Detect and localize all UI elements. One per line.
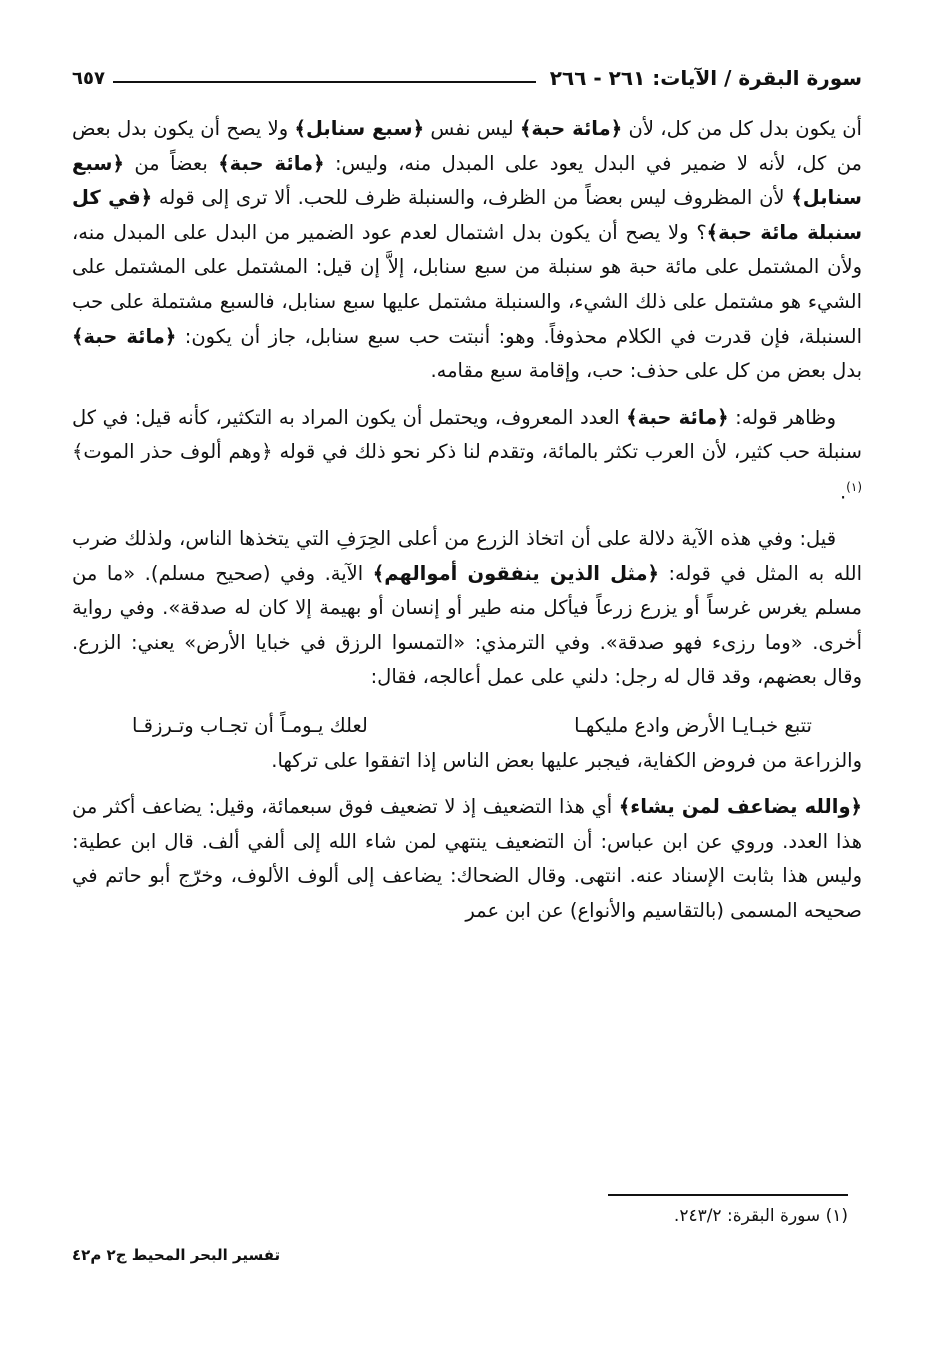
quran-quote: ﴿مثل الذين ينفقون أموالهم﴾: [372, 561, 659, 585]
verse-second-hemistich: لعلك يـومـاً أن تجـاب وتـرزقـا: [132, 714, 368, 737]
page-header: [72, 58, 862, 98]
text-run: الآية. وفي: [280, 561, 373, 585]
text-run: يضاعف أكثر من هذا العدد. وروي عن ابن عباس: أن التضعيف ينتهي لمن شاء الله إلى: [72, 795, 862, 853]
text-run: أي هذا التضعيف إذ لا تضعيف فوق سبعمائة، وقيل:: [208, 795, 619, 819]
book-page: [72, 58, 862, 1308]
text-run: وهو: أنبتت حب سبع سنابل، جاز أن يكون:: [176, 324, 535, 348]
running-title: سورة البقرة / الآيات: ٢٦١ - ٢٦٦: [549, 66, 862, 90]
quran-quote: ﴿والله يضاعف لمن يشاء﴾: [618, 795, 862, 819]
quran-quote: ﴿مائة حبة﴾: [218, 151, 325, 175]
text-run: أن يكون بدل كل من كل، لأن: [622, 117, 862, 140]
text-run: حب، وإقامة سبع مقامه.: [430, 359, 624, 383]
text-run: إلا كان له صدقة». وفي رواية أخرى. «وما رزىء فهو صدقة». وفي الترمذي: «التمسوا: [72, 596, 862, 654]
quran-quote: ﴿سبع سنابل﴾: [72, 151, 862, 210]
paragraph-3: [72, 522, 862, 695]
quran-quote: ﴿سبع سنابل﴾: [294, 117, 424, 140]
text-run: ولا يصح أن يكون: [153, 117, 295, 140]
text-run: بعضاً من: [123, 151, 208, 175]
quran-quote: ﴿مائة حبة﴾: [626, 405, 729, 429]
text-run: ترى إلى قوله: [152, 186, 268, 210]
signature-mark: تفسير البحر المحيط ج٢ م٤٢: [72, 1246, 281, 1264]
quran-quote: ﴿في كل سنبلة مائة حبة﴾: [72, 186, 862, 244]
header-rule: [113, 81, 536, 83]
text-run: قيل: في كل سنبلة حب كثير، لأن العرب تكثر بالمائة، وتقدم لنا ذكر نحو ذلك في قوله: [72, 405, 863, 464]
page-number: ٦٥٧: [72, 67, 105, 89]
quran-quote: ﴿مائة حبة﴾: [519, 117, 623, 140]
footnote-rule: [608, 1194, 848, 1196]
text-run: بدل بعض من كل، لأنه لا ضمير في البدل يعود على المبدل منه، وليس:: [72, 117, 862, 175]
text-run: وظاهر قوله:: [728, 405, 836, 429]
paragraph-2: [72, 401, 862, 510]
footnote-ref: (١): [846, 479, 862, 494]
footnote: (١) سورة البقرة: ٢٤٣/٢.: [673, 1206, 848, 1226]
text-run: العدد المعروف، ويحتمل أن يكون المراد به التكثير، كأنه: [177, 405, 627, 429]
poetry-verse: [72, 709, 862, 744]
paragraph-4: [72, 790, 862, 928]
text-run: بدل بعض من كل على حذف:: [629, 359, 862, 383]
text-run: الناس، ولذلك ضرب الله به المثل في قوله:: [72, 527, 863, 585]
verse-first-hemistich: تتبع خبـايـا الأرض وادع مليكهـا: [574, 714, 812, 737]
paragraph-1: [72, 112, 862, 389]
text-run: (صحيح مسلم). «ما من مسلم يغرس غرساً أو يزرع زرعاً فيأكل منه طير أو إنسان أو بهيمة: [72, 561, 862, 620]
text-run: عليها سبع سنابل، فالسبع مشتملة على حب السنبلة، فإن قدرت في الكلام محذوفاً.: [72, 289, 862, 348]
quran-quote: ﴿مائة حبة﴾: [72, 324, 177, 348]
text-run: ؟ ولا يصح أن يكون بدل اشتمال لعدم عود الضمير: [297, 220, 707, 244]
text-run: إلى ألوف الألوف، وخرّج أبو حاتم في صحيحه المسمى (بالتقاسيم والأنواع) عن ابن عمر: [72, 864, 862, 922]
text-run: قيل: وفي هذه الآية دلالة على أن اتخاذ الزرع من أعلى الحِرَفِ التي يتخذها: [239, 527, 837, 551]
text-run: ﴿وهم ألوف حذر الموت﴾: [72, 440, 273, 464]
text-run: ألفي ألف. قال ابن عطية: وليس هذا بثابت الإسناد عنه. انتهى. وقال الضحاك: يضاعف: [72, 829, 862, 888]
text-run: الرزق في خبايا الأرض» يعني: الزرع. وقال بعضهم، وقد قال له رجل: دلني على عمل: [72, 630, 862, 689]
text-run: .: [839, 480, 847, 504]
page-body: [72, 112, 862, 929]
text-run: لأن المظروف ليس بعضاً من الظرف، والسنبلة ظرف للحب. ألا: [274, 186, 792, 210]
text-run: من البدل على المبدل منه، ولأن المشتمل على مائة حبة هو سنبلة من سبع سنابل، إلاَّ إن: [72, 220, 863, 279]
text-run: ليس نفس: [424, 117, 520, 140]
after-verse-line: والزراعة من فروض الكفاية، فيجبر عليها بعض الناس إذا اتفقوا على تركها.: [271, 748, 862, 772]
text-run: قيل: المشتمل على المشتمل على الشيء هو مشتمل على ذلك الشيء، والسنبلة مشتمل: [72, 255, 862, 313]
text-run: أعالجه، فقال:: [370, 665, 481, 689]
